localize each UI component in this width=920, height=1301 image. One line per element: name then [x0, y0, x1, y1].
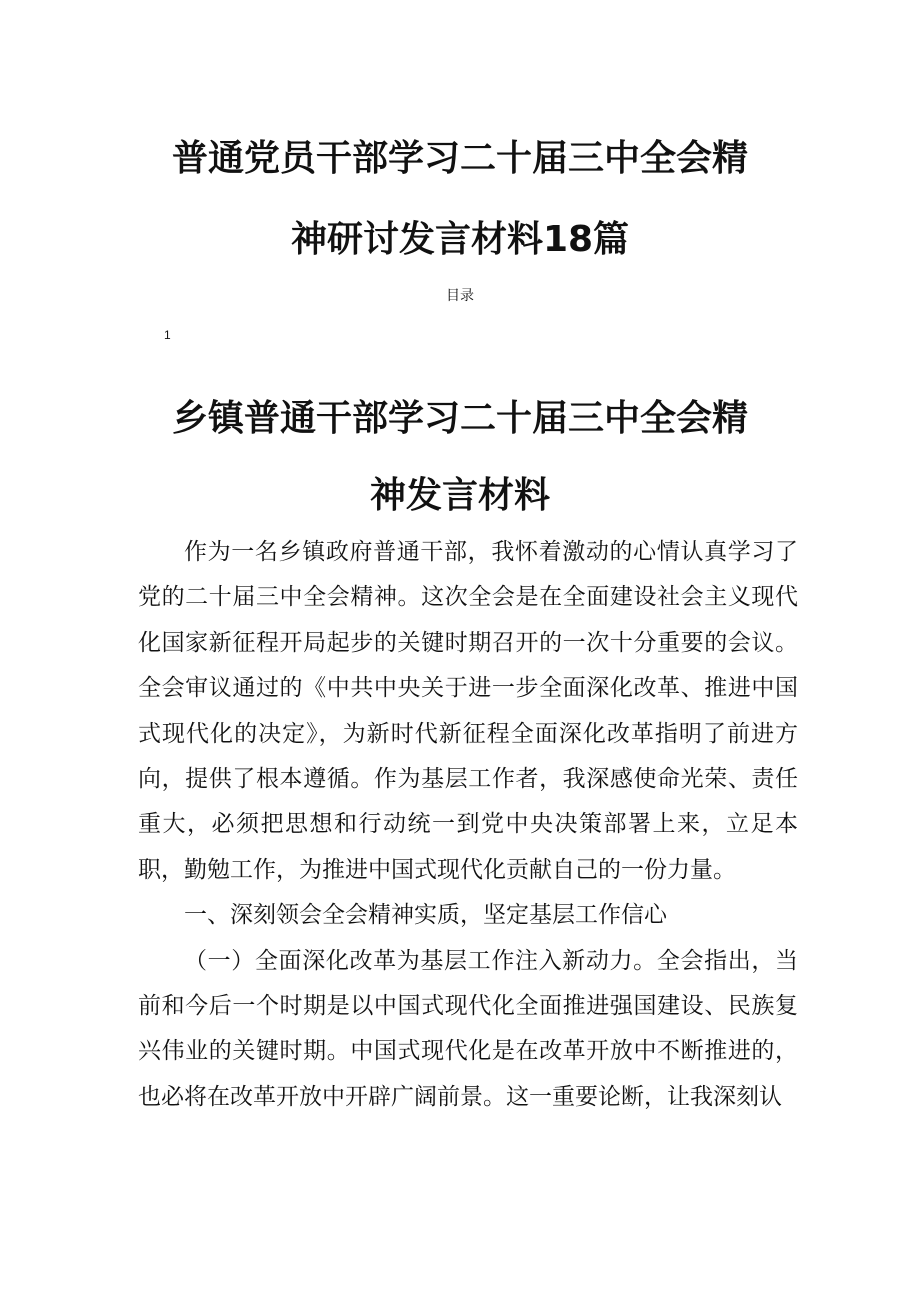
toc-entry-number: 1: [164, 328, 171, 342]
section-title-line-2: 神发言材料: [369, 475, 550, 516]
body-text: [138, 530, 798, 1120]
document-title-line-1: 普通党员干部学习二十届三中全会精: [171, 138, 748, 179]
paragraph-subsection-1: （一）全面深化改革为基层工作注入新动力。全会指出，当前和今后一个时期是以中国式现代化全面推进强国建设、民族复兴伟业的关键时期。中国式现代化是在改革开放中不断推进的，也必将在改革开放中开辟广阔前景。这一重要论断，让我深刻认: [138, 947, 798, 1110]
paragraph-heading-1: 一、深刻领会全会精神实质，坚定基层工作信心: [184, 902, 667, 929]
table-of-contents-label: 目录: [446, 288, 474, 304]
paragraph-intro: 作为一名乡镇政府普通干部，我怀着激动的心情认真学习了党的二十届三中全会精神。这次全会是在全面建设社会主义现代化国家新征程开局起步的关键时期召开的一次十分重要的会议。全会审议通过的《中共中央关于进一步全面深化改革、推进中国式现代化的决定》，为新时代新征程全面深化改革指明了前进方向，提供了根本遵循。作为基层工作者，我深感使命光荣、责任重大，必须把思想和行动统一到党中央决策部署上来，立足本职，勤勉工作，为推进中国式现代化贡献自己的一份力量。: [138, 539, 798, 883]
section-title-line-1: 乡镇普通干部学习二十届三中全会精: [171, 398, 748, 439]
document-title-line-2: 神研讨发言材料18篇: [290, 219, 630, 260]
